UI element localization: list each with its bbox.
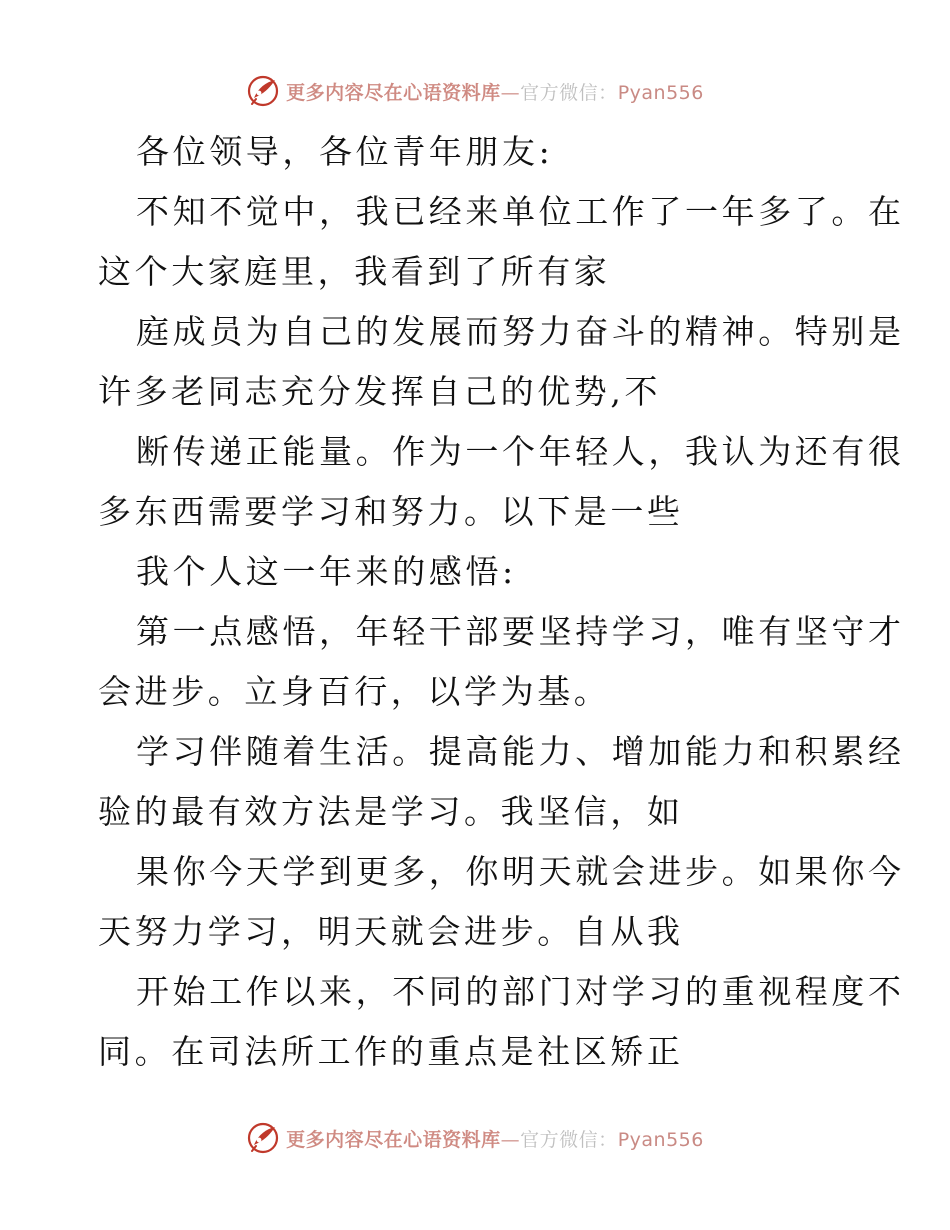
paragraph-line: 天努力学习，明天就会进步。自从我	[98, 912, 684, 951]
paragraph-line: 验的最有效方法是学习。我坚信，如	[98, 792, 684, 831]
quill-logo-icon	[246, 1121, 280, 1155]
paragraph-line: 第一点感悟，年轻干部要坚持学习，唯有坚守才	[136, 612, 905, 651]
watermark-brand: 更多内容尽在心语资料库	[286, 1128, 501, 1151]
paragraph-line: 许多老同志充分发挥自己的优势,不	[98, 372, 662, 411]
quill-logo-icon	[246, 74, 280, 108]
paragraph-line: 学习伴随着生活。提高能力、增加能力和积累经	[136, 732, 905, 771]
header-watermark	[0, 71, 950, 111]
watermark-brand: 更多内容尽在心语资料库	[286, 81, 501, 104]
watermark-wechat-id: Pyan556	[617, 81, 704, 104]
watermark-text	[286, 78, 704, 105]
watermark-text	[286, 1125, 704, 1152]
watermark-label: 官方微信：	[520, 1128, 618, 1151]
paragraph-line: 这个大家庭里，我看到了所有家	[98, 252, 611, 291]
salutation-line: 各位领导，各位青年朋友:	[136, 132, 554, 171]
watermark-separator: —	[500, 1128, 521, 1151]
paragraph-line: 断传递正能量。作为一个年轻人，我认为还有很	[136, 432, 905, 471]
paragraph-line: 我个人这一年来的感悟:	[136, 552, 517, 591]
paragraph-line: 不知不觉中，我已经来单位工作了一年多了。在	[136, 192, 905, 231]
paragraph-line: 同。在司法所工作的重点是社区矫正	[98, 1032, 684, 1071]
document-body	[98, 122, 905, 1082]
watermark-wechat-id: Pyan556	[617, 1128, 704, 1151]
paragraph-line: 果你今天学到更多，你明天就会进步。如果你今	[136, 852, 905, 891]
watermark-separator: —	[500, 81, 521, 104]
paragraph-line: 开始工作以来，不同的部门对学习的重视程度不	[136, 972, 905, 1011]
paragraph-line: 庭成员为自己的发展而努力奋斗的精神。特别是	[136, 312, 905, 351]
watermark-label: 官方微信：	[520, 81, 618, 104]
footer-watermark	[0, 1118, 950, 1158]
paragraph-line: 多东西需要学习和努力。以下是一些	[98, 492, 684, 531]
paragraph-line: 会进步。立身百行，以学为基。	[98, 672, 611, 711]
